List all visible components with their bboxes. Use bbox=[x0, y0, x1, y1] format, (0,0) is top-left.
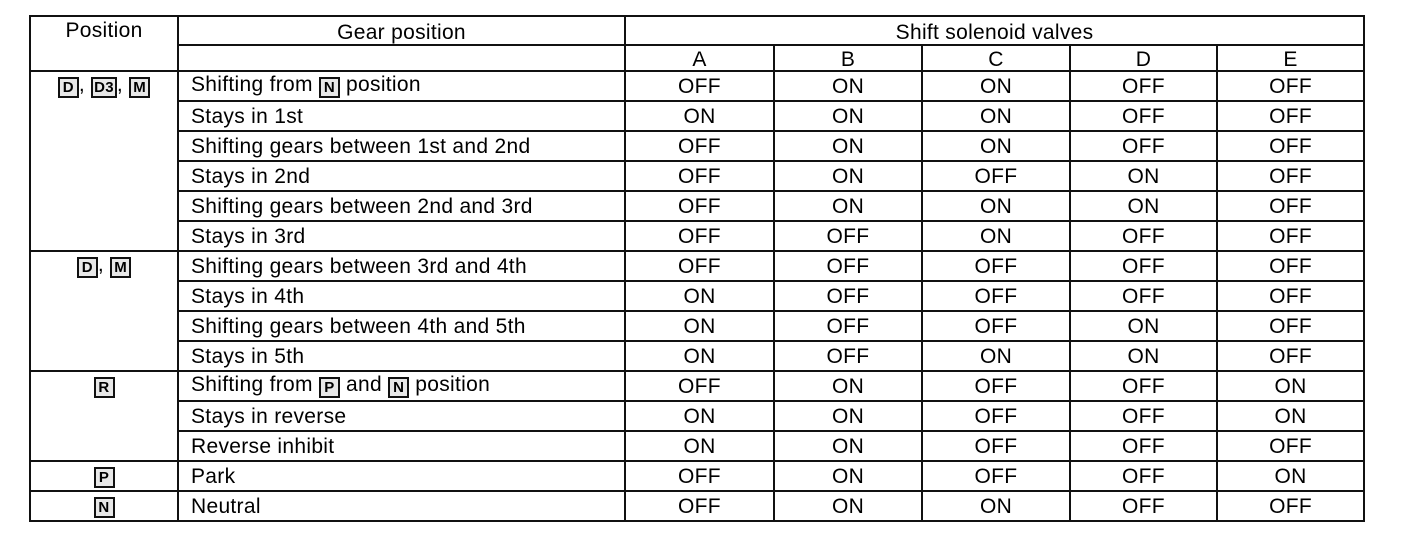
position-cell bbox=[30, 71, 178, 251]
valve-state-d: OFF bbox=[1070, 401, 1217, 431]
valve-state-b: ON bbox=[774, 461, 922, 491]
table-row bbox=[30, 491, 1364, 521]
gear-position-text: Stays in reverse bbox=[191, 404, 347, 428]
gear-position-text: position bbox=[409, 373, 491, 396]
valve-state-d: OFF bbox=[1070, 71, 1217, 101]
valve-state-d: OFF bbox=[1070, 101, 1217, 131]
gear-position-text: Stays in 3rd bbox=[191, 224, 306, 248]
gear-position-text: Shifting gears between 2nd and 3rd bbox=[191, 194, 533, 218]
gear-position-cell bbox=[178, 221, 625, 251]
valve-state-e: ON bbox=[1217, 371, 1364, 401]
gear-position-cell bbox=[178, 341, 625, 371]
position-key-icon: P bbox=[94, 467, 115, 488]
valve-state-a: ON bbox=[625, 311, 774, 341]
gear-position-text: Stays in 4th bbox=[191, 284, 305, 308]
valve-header-d: D bbox=[1070, 45, 1217, 71]
valve-state-c: OFF bbox=[922, 461, 1070, 491]
table-row bbox=[30, 371, 1364, 401]
gear-position-text: Park bbox=[191, 464, 236, 488]
valve-state-c: ON bbox=[922, 131, 1070, 161]
inline-position-key-icon: N bbox=[319, 77, 340, 98]
valve-state-c: ON bbox=[922, 101, 1070, 131]
valve-state-b: ON bbox=[774, 371, 922, 401]
valve-state-c: ON bbox=[922, 491, 1070, 521]
valve-state-e: OFF bbox=[1217, 431, 1364, 461]
valve-state-d: ON bbox=[1070, 191, 1217, 221]
gear-position-text: Stays in 2nd bbox=[191, 164, 311, 188]
header-row bbox=[30, 16, 1364, 45]
gear-position-cell bbox=[178, 161, 625, 191]
gear-position-text: Shifting from bbox=[191, 73, 319, 96]
table-body bbox=[30, 71, 1364, 521]
table-row bbox=[30, 101, 1364, 131]
valve-state-a: ON bbox=[625, 341, 774, 371]
position-key-icon: D bbox=[77, 257, 98, 278]
valve-state-d: OFF bbox=[1070, 461, 1217, 491]
inline-position-key-icon: P bbox=[319, 377, 340, 398]
valve-state-e: OFF bbox=[1217, 281, 1364, 311]
valve-state-c: OFF bbox=[922, 431, 1070, 461]
shift-solenoid-table bbox=[29, 15, 1365, 522]
valve-state-c: OFF bbox=[922, 251, 1070, 281]
valve-state-a: OFF bbox=[625, 161, 774, 191]
table-row bbox=[30, 191, 1364, 221]
position-key-icon: R bbox=[94, 377, 115, 398]
table-row bbox=[30, 341, 1364, 371]
valve-state-b: ON bbox=[774, 401, 922, 431]
valve-state-a: OFF bbox=[625, 461, 774, 491]
valve-state-b: OFF bbox=[774, 281, 922, 311]
valve-state-d: ON bbox=[1070, 161, 1217, 191]
gear-position-text: position bbox=[339, 73, 421, 96]
gear-position-cell bbox=[178, 401, 625, 431]
valve-state-d: OFF bbox=[1070, 131, 1217, 161]
gear-position-text: Neutral bbox=[191, 494, 261, 518]
valve-state-d: OFF bbox=[1070, 221, 1217, 251]
valve-state-c: OFF bbox=[922, 311, 1070, 341]
valve-state-d: ON bbox=[1070, 311, 1217, 341]
valve-state-a: OFF bbox=[625, 371, 774, 401]
valve-state-a: OFF bbox=[625, 71, 774, 101]
valve-state-b: ON bbox=[774, 131, 922, 161]
gear-position-text: Stays in 1st bbox=[191, 104, 304, 128]
gear-position-cell bbox=[178, 101, 625, 131]
gear-position-cell bbox=[178, 191, 625, 221]
valve-state-a: OFF bbox=[625, 191, 774, 221]
valve-state-a: ON bbox=[625, 101, 774, 131]
valve-header-a: A bbox=[625, 45, 774, 71]
valve-state-b: OFF bbox=[774, 311, 922, 341]
position-key-icon: D bbox=[58, 77, 79, 98]
position-cell bbox=[30, 491, 178, 521]
gear-position-cell bbox=[178, 131, 625, 161]
position-cell bbox=[30, 371, 178, 461]
position-header: Position bbox=[30, 16, 178, 71]
valve-state-c: OFF bbox=[922, 371, 1070, 401]
gear-position-cell bbox=[178, 491, 625, 521]
valve-state-d: OFF bbox=[1070, 491, 1217, 521]
valve-state-d: OFF bbox=[1070, 371, 1217, 401]
gear-position-text: and bbox=[339, 373, 389, 396]
gear-position-cell bbox=[178, 371, 625, 401]
valve-state-c: ON bbox=[922, 221, 1070, 251]
position-key-icon: M bbox=[129, 77, 150, 98]
table-row bbox=[30, 401, 1364, 431]
valve-state-a: OFF bbox=[625, 131, 774, 161]
valve-state-e: OFF bbox=[1217, 491, 1364, 521]
position-separator: , bbox=[116, 73, 130, 96]
gear-position-cell bbox=[178, 431, 625, 461]
valve-state-a: ON bbox=[625, 431, 774, 461]
valve-state-d: ON bbox=[1070, 341, 1217, 371]
table-row bbox=[30, 161, 1364, 191]
position-cell bbox=[30, 461, 178, 491]
table-row bbox=[30, 71, 1364, 101]
valve-state-a: ON bbox=[625, 401, 774, 431]
valve-state-a: OFF bbox=[625, 221, 774, 251]
valve-state-a: ON bbox=[625, 281, 774, 311]
gear-position-cell bbox=[178, 311, 625, 341]
table-row bbox=[30, 251, 1364, 281]
position-key-icon: M bbox=[110, 257, 131, 278]
table-row bbox=[30, 431, 1364, 461]
gear-position-subheader bbox=[178, 45, 625, 71]
position-key-icon: N bbox=[94, 497, 115, 518]
gear-position-text: Shifting gears between 4th and 5th bbox=[191, 314, 526, 338]
gear-position-header: Gear position bbox=[178, 16, 625, 45]
table-row bbox=[30, 281, 1364, 311]
valve-state-b: OFF bbox=[774, 341, 922, 371]
gear-position-text: Reverse inhibit bbox=[191, 434, 335, 458]
valve-state-c: OFF bbox=[922, 281, 1070, 311]
valve-state-d: OFF bbox=[1070, 431, 1217, 461]
position-separator: , bbox=[78, 73, 92, 96]
valve-state-c: OFF bbox=[922, 161, 1070, 191]
valve-state-b: ON bbox=[774, 431, 922, 461]
valve-letters-row bbox=[30, 45, 1364, 71]
gear-position-cell bbox=[178, 71, 625, 101]
valve-state-b: ON bbox=[774, 191, 922, 221]
gear-position-cell bbox=[178, 251, 625, 281]
gear-position-cell bbox=[178, 281, 625, 311]
gear-position-text: Shifting gears between 3rd and 4th bbox=[191, 254, 527, 278]
valve-state-c: OFF bbox=[922, 401, 1070, 431]
table-row bbox=[30, 221, 1364, 251]
gear-position-text: Stays in 5th bbox=[191, 344, 305, 368]
valve-state-e: OFF bbox=[1217, 131, 1364, 161]
valve-state-d: OFF bbox=[1070, 281, 1217, 311]
valve-state-e: OFF bbox=[1217, 161, 1364, 191]
inline-position-key-icon: N bbox=[388, 377, 409, 398]
valve-header-c: C bbox=[922, 45, 1070, 71]
valve-state-e: OFF bbox=[1217, 311, 1364, 341]
table-row bbox=[30, 131, 1364, 161]
gear-position-cell bbox=[178, 461, 625, 491]
valve-state-c: ON bbox=[922, 341, 1070, 371]
valve-state-b: ON bbox=[774, 161, 922, 191]
gear-position-text: Shifting from bbox=[191, 373, 319, 396]
gear-position-text: Shifting gears between 1st and 2nd bbox=[191, 134, 531, 158]
valve-state-e: OFF bbox=[1217, 221, 1364, 251]
valve-state-b: ON bbox=[774, 101, 922, 131]
valve-state-e: OFF bbox=[1217, 341, 1364, 371]
position-cell bbox=[30, 251, 178, 371]
valve-header-e: E bbox=[1217, 45, 1364, 71]
valve-state-e: OFF bbox=[1217, 191, 1364, 221]
valve-state-a: OFF bbox=[625, 491, 774, 521]
valve-header-b: B bbox=[774, 45, 922, 71]
valve-state-c: ON bbox=[922, 191, 1070, 221]
position-key-icon: D3 bbox=[91, 77, 117, 98]
table-row bbox=[30, 461, 1364, 491]
valve-state-d: OFF bbox=[1070, 251, 1217, 281]
valves-group-header: Shift solenoid valves bbox=[625, 16, 1364, 45]
valve-state-a: OFF bbox=[625, 251, 774, 281]
valve-state-b: OFF bbox=[774, 251, 922, 281]
valve-state-e: OFF bbox=[1217, 71, 1364, 101]
valve-state-c: ON bbox=[922, 71, 1070, 101]
valve-state-b: OFF bbox=[774, 221, 922, 251]
table-row bbox=[30, 311, 1364, 341]
valve-state-e: OFF bbox=[1217, 101, 1364, 131]
valve-state-e: ON bbox=[1217, 461, 1364, 491]
valve-state-e: ON bbox=[1217, 401, 1364, 431]
valve-state-b: ON bbox=[774, 71, 922, 101]
valve-state-b: ON bbox=[774, 491, 922, 521]
position-separator: , bbox=[97, 253, 111, 276]
valve-state-e: OFF bbox=[1217, 251, 1364, 281]
